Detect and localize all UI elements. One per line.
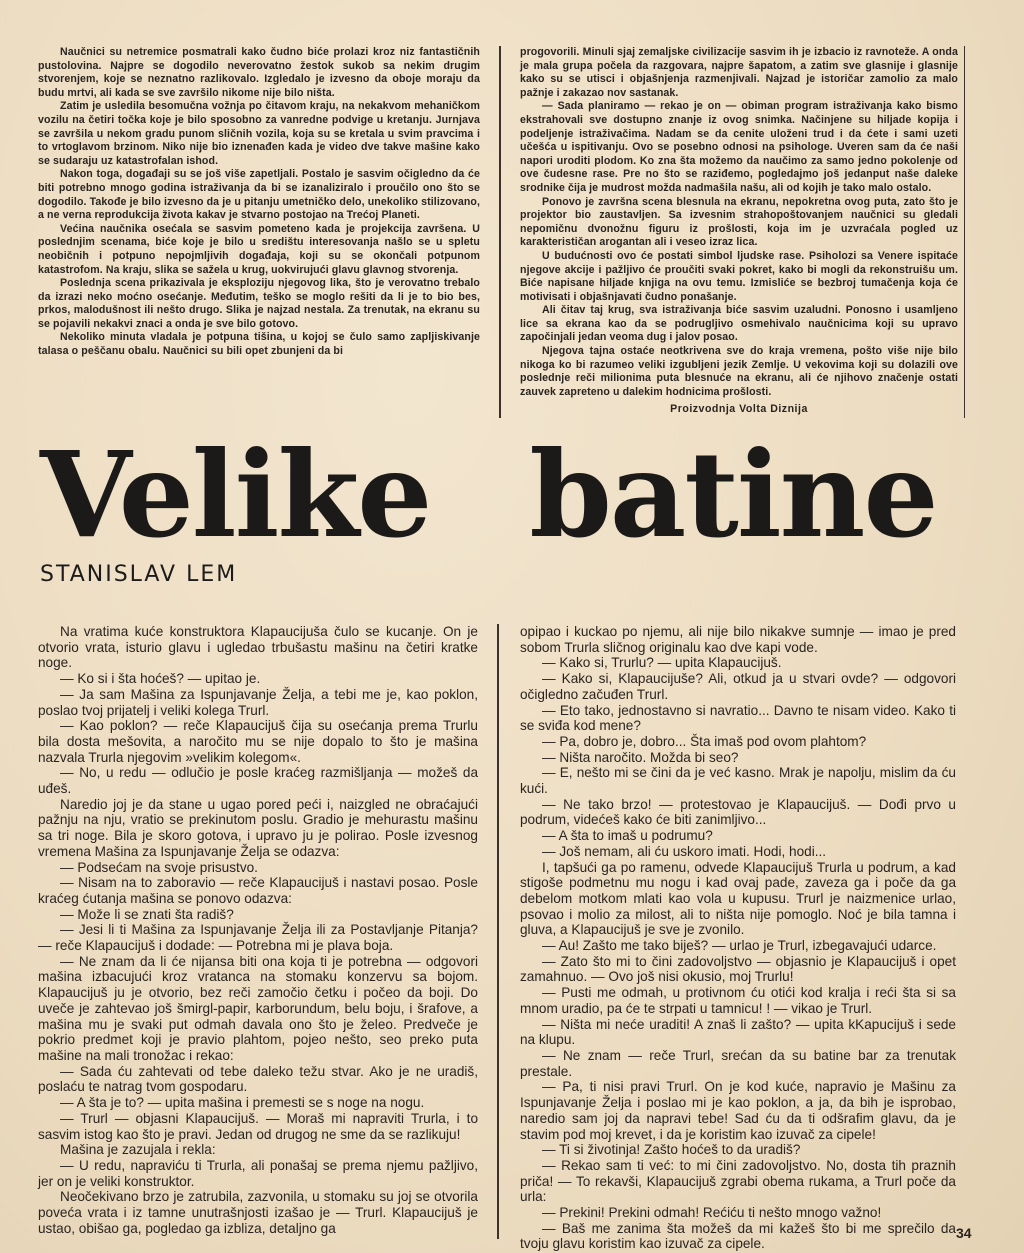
paragraph: — Ko si i šta hoćeš? — upitao je. bbox=[60, 671, 261, 687]
paragraph: — Ne znam — reče Trurl, srećan da su batine bar za trenutak prestale. bbox=[520, 1047, 956, 1079]
article-author: STANISLAV LEM bbox=[40, 562, 238, 587]
paragraph: Ali čitav taj krug, sva istraživanja biće sasvim uzaludni. Ponosno i usamljeno lice sa ekrana kao da se podrugljivo osmehivalo naučnicima koji su upravo započinjali jedan veoma dug i jalov posao. bbox=[520, 304, 958, 344]
paragraph: — Ništa naročito. Možda bi seo? bbox=[542, 749, 739, 765]
paragraph: — Podsećam na svoje prisustvo. bbox=[60, 859, 258, 875]
production-credit: Proizvodnja Volta Diznija bbox=[670, 403, 808, 416]
page-number: 34 bbox=[956, 1225, 972, 1241]
bottom-left-column bbox=[38, 624, 478, 1239]
paragraph: — Pa, dobro je, dobro... Šta imaš pod ovom plahtom? bbox=[542, 733, 867, 749]
paragraph: — Kako si, Klapaucijuše? Ali, otkud ja u stvari ovde? — odgovori očigledno začuđen Trurl. bbox=[520, 671, 956, 702]
bottom-right-column bbox=[520, 624, 956, 1252]
column-divider bbox=[497, 624, 499, 1239]
top-right-column bbox=[520, 46, 958, 418]
paragraph: — E, nešto mi se čini da je već kasno. Mrak je napolju, mislim da ću kući. bbox=[520, 765, 956, 797]
paragraph: Većina naučnika osećala se sasvim pometeno kada je projekcija završena. U poslednjim scenama, biće koje je bilo u središtu interesovanja našlo se u spletu neobičnih i potpuno nepojmljivih događaja, koji su se okončali potpunom katastrofom. Na kraju, slika se sažela u krug, uokvirujući glavu glavnog stvorenja. bbox=[38, 222, 480, 276]
paragraph: — A šta je to? — upita mašina i premesti se s noge na nogu. bbox=[60, 1095, 425, 1111]
paragraph: — Sada planiramo — rekao je on — obiman program istraživanja kako bismo ekstrahovali sve dostupno znanje iz ovog snimka. Načinjene su hiljade kopija i podeljenje istraživačima. Nadam se da cenite uloženi trud i da ćete i sami uzeti učešća u ispitivanju. Ovo se posebno odnosi na psihologe. Uveren sam da će naši napori uroditi plodom. Ko zna šta možemo da naučimo za samo jedno pokolenje od ove čudesne rase. Pre no što se raziđemo, pogledajmo još jedanput naše daleke srodnike čija je mudrost možda nadmašila našu, ali od kojih je tako malo ostalo. bbox=[520, 100, 958, 194]
paragraph: opipao i kuckao po njemu, ali nije bilo nikakve sumnje — imao je pred sobom Trurla sličnog originalu kao dve kapi vode. bbox=[520, 624, 956, 655]
top-left-column bbox=[38, 46, 480, 414]
right-edge-rule bbox=[964, 46, 965, 418]
paragraph: Njegova tajna ostaće neotkrivena sve do kraja vremena, pošto više nije bilo nikoga ko bi razumeo veliki izgubljeni jezik Zemlje. U vekovima koji su dolazili ove poslednje reči milionima puta blesnuće na ekranu, ali će njihovo značenje ostati zauvek zapreteno u dalekim hodnicima prošlosti. bbox=[520, 345, 958, 398]
paragraph: — Kako si, Trurlu? — upita Klapaucijuš. bbox=[542, 655, 782, 671]
paragraph: — Trurl — objasni Klapaucijuš. — Moraš mi napraviti Trurla, i to sasvim istog kao što je pravi. Jedan od drugog ne sme da se razlikuju! bbox=[38, 1110, 478, 1142]
article-title: Velike batine bbox=[40, 425, 937, 564]
paragraph: — A šta to imaš u podrumu? bbox=[542, 828, 713, 844]
paragraph: Ponovo je završna scena blesnula na ekranu, nepokretna ovog puta, zato što je projektor bio zaustavljen. Sa izvesnim strahopoštovanjem naučnici su gledali nepomičnu dvonožnu figuru iz prošlosti, koja im je uzvraćala pogled uz karakterističan arogantan ali i veseo izraz lica. bbox=[520, 195, 958, 249]
paragraph: — No, u redu — odlučio je posle kraćeg razmišljanja — možeš da uđeš. bbox=[38, 765, 478, 797]
paragraph: — Kao poklon? — reče Klapaucijuš čija su osećanja prema Trurlu bila dosta mešovita, a naročito mu se nije dopalo to što je mašina nazvala Trurla njegovim »velikim kolegom«. bbox=[38, 718, 478, 765]
paragraph: — Au! Zašto me tako biješ? — urlao je Trurl, izbegavajući udarce. bbox=[542, 938, 937, 954]
paragraph: Mašina je zazujala i rekla: bbox=[60, 1142, 216, 1158]
paragraph: Zatim je usledila besomučna vožnja po čitavom kraju, na nekakvom mehaničkom vozilu na četiri točka koje je bilo sposobno za vanredne podvige u kretanju. Jurnjava se završila u nekom gradu punom sličnih vozila, koja su se kretala u svim pravcima i to vrtoglavom brzinom. Niko nije bio iznenađen kada je video dve takve mašine kako se sudaraju uz katastrofalan ishod. bbox=[38, 100, 480, 167]
paragraph: — Ne tako brzo! — protestovao je Klapaucijuš. — Dođi prvo u podrum, videćeš kako će biti zanimljivo... bbox=[520, 796, 956, 828]
paragraph: — Rekao sam ti već: to mi čini zadovoljstvo. No, dosta tih praznih priča! — To rekavši, Klapaucijuš zgrabi obema rukama, a Trurl poče da urla: bbox=[520, 1157, 956, 1205]
paragraph: — Pa, ti nisi pravi Trurl. On je kod kuće, napravio je Mašinu za Ispunjavanje Želja i poslao mi je kao poklon, a ja, da bih je isprobao, naredio sam joj da napravi tebe! Sad ću da ti odšrafim glavu, da je stavim pod moj krevet, i da je koristim kao izuvač za cipele! bbox=[520, 1079, 956, 1142]
paragraph: — Ja sam Mašina za Ispunjavanje Želja, a tebi me je, kao poklon, poslao tvoj prijatelj i veliki kolega Trurl. bbox=[38, 686, 478, 718]
paragraph: — Ti si životinja! Zašto hoćeš to da uradiš? bbox=[542, 1142, 801, 1158]
paragraph: — Baš me zanima šta možeš da mi kažeš što bi me sprečilo da tvoju glavu koristim kao izuvač za cipele. bbox=[520, 1220, 956, 1252]
paragraph: Nekoliko minuta vladala je potpuna tišina, u kojoj se čulo samo zapljiskivanje talasa o peščanu obalu. Naučnici su bili opet zbunjeni da bi bbox=[38, 331, 480, 358]
paragraph: progovorili. Minuli sjaj zemaljske civilizacije sasvim ih je izbacio iz ravnoteže. A onda je mala grupa počela da razgovara, najpre šapatom, a zatim sve glasnije i glasnije kako su se utisci i objašnjenja razmenjivali. Najzad je istoričar zamolio za malo pažnje i zakazao nov sastanak. bbox=[520, 46, 958, 99]
paragraph: Na vratima kuće konstruktora Klapaucijuša čulo se kucanje. On je otvorio vrata, isturio glavu i ugledao trbušastu mašinu na četiri kratke noge. bbox=[38, 624, 478, 671]
paragraph: — U redu, napraviću ti Trurla, ali ponašaj se prema njemu pažljivo, jer on je veliki konstruktor. bbox=[38, 1157, 478, 1189]
paragraph: Naučnici su netremice posmatrali kako čudno biće prolazi kroz niz fantastičnih pustolovina. Najpre se dogodilo neverovatno žestok sukob sa nekim drugim stvorenjem, koje se neznatno razlikovalo. Izgledalo je izvesno da oboje moraju da budu mrtvi, ali kada se sve završilo nikome nije bilo ništa. bbox=[38, 46, 480, 99]
paragraph: — Može li se znati šta radiš? bbox=[60, 906, 234, 922]
paragraph: — Jesi li ti Mašina za Ispunjavanje Želja ili za Postavljanje Pitanja? — reče Klapaucijuš i dodade: — Potrebna mi je plava boja. bbox=[38, 922, 478, 954]
paragraph: — Sada ću zahtevati od tebe daleko težu stvar. Ako je ne uradiš, poslaću te natrag tvom gospodaru. bbox=[38, 1063, 478, 1095]
paragraph: Nakon toga, događaji su se još više zapetljali. Postalo je sasvim očigledno da će biti potrebno mnogo godina istraživanja da bi se izanaliziralo i proučilo ono što se dogodilo. Takođe je bilo izvesno da je u pitanju umetničko delo, unekoliko stilizovano, a ne verna reprodukcija života kakav je stvarno postojao na Trećoj Planeti. bbox=[38, 168, 480, 222]
paragraph: Naredio joj je da stane u ugao pored peći i, naizgled ne obraćajući pažnju na nju, vratio se prekinutom poslu. Gradio je mehurastu mašinu sa tri noge. Bila je skoro gotova, i upravo ju je polirao. Posle izvesnog vremena Mašina za Ispunjavanje Želja se odazva: bbox=[38, 796, 478, 859]
column-divider bbox=[499, 46, 501, 418]
paragraph: I, tapšući ga po ramenu, odvede Klapaucijuš Trurla u podrum, a kad stigoše podmetnu mu nogu i kad ovaj pade, zaveza ga i poče da ga debelom motkom mlati kao vola u kupusu. Trurl je naizmenice urlao, psovao i molio za milost, ali to ništa nije pomoglo. Noć je bila tamna i gluva, a Klapaucijuš je sve je zvonilo. bbox=[520, 859, 956, 938]
paragraph: Neočekivano brzo je zatrubila, zazvonila, u stomaku su joj se otvorila poveća vrata i iz tamne unutrašnjosti izašao je — Trurl. Klapaucijuš je ustao, obišao ga, pogledao ga izbliza, detaljno ga bbox=[38, 1189, 478, 1236]
paragraph: — Zato što mi to čini zadovoljstvo — objasnio je Klapaucijuš i opet zamahnuo. — Ovo još nisi okusio, moj Trurlu! bbox=[520, 953, 956, 985]
paragraph: — Još nemam, ali ću uskoro imati. Hodi, hodi... bbox=[542, 843, 827, 859]
paragraph: — Ništa mi neće uraditi! A znaš li zašto? — upita kKapucijuš i sede na klupu. bbox=[520, 1016, 956, 1048]
paragraph: Poslednja scena prikazivala je eksploziju njegovog lika, što je verovatno trebalo da izrazi neko moćno osećanje. Međutim, teško se moglo rešiti da li je to bio bes, prkos, malodušnost ili nešto drugo. Slika je najzad nestala. Za trenutak, na ekranu su se pojavili nekakvi znaci a onda je sve bilo gotovo. bbox=[38, 277, 480, 330]
paragraph: — Pusti me odmah, u protivnom ću otići kod kralja i reći šta si sa mnom uradio, pa će te strpati u tamnicu! ! — vikao je Trurl. bbox=[520, 985, 956, 1016]
paragraph: — Nisam na to zaboravio — reče Klapaucijuš i nastavi posao. Posle kraćeg ćutanja mašina se ponovo odazva: bbox=[38, 875, 478, 906]
paragraph: — Eto tako, jednostavno si navratio... Davno te nisam video. Kako ti se sviđa kod mene? bbox=[520, 702, 956, 734]
paragraph: U budućnosti ovo će postati simbol ljudske rase. Psiholozi sa Venere ispitaće njegove akcije i pažljivo će proučiti svaki pokret, kako bi mogli da rekonstruišu um. Biće napisane hiljade knjiga na ovu temu. Izmisliće se bezbroj tumačenja koja će motivisati i objašnjavati čudno ponašanje. bbox=[520, 249, 958, 303]
paragraph: — Ne znam da li će nijansa biti ona koja ti je potrebna — odgovori mašina izbacujući kroz vratanca na stomaku konzervu sa bojom. Klapaucijuš ju je otvorio, bez reči zamočio četku i počeo da boji. Do uveče je zahtevao još šmirgl-papir, karborundum, belu boju, i šrafove, a mašina mu je svaki put odmah davala ono što je želeo. Predveče je pokrio predmet koji je pravio plahtom, pojeo nešto, seo preko puta mašine na mali tronožac i rekao: bbox=[38, 953, 478, 1063]
paragraph: — Prekini! Prekini odmah! Rećiću ti nešto mnogo važno! bbox=[542, 1205, 882, 1221]
